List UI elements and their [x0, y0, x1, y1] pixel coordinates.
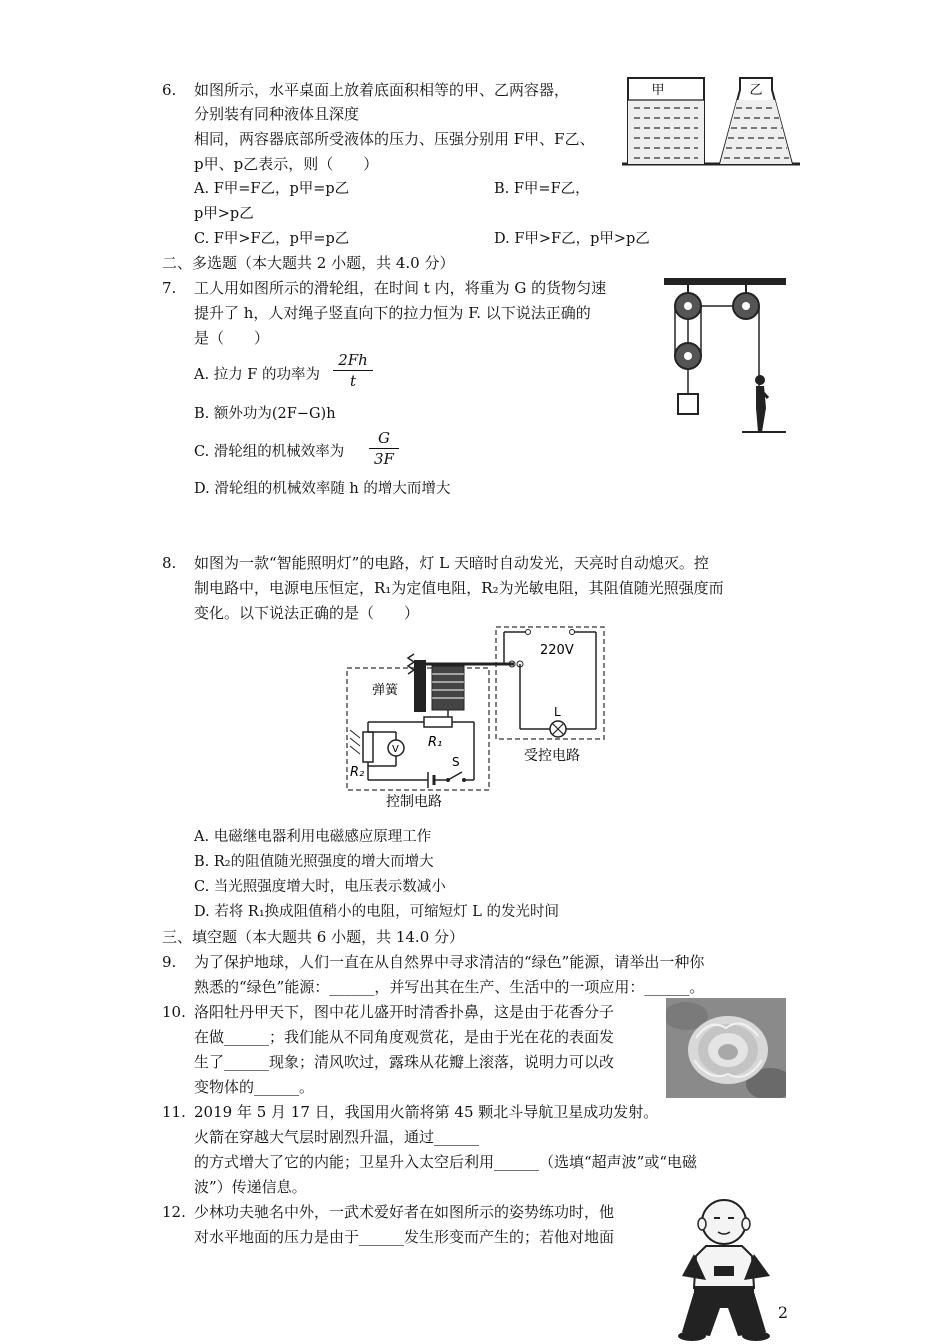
- q8-number: 8.: [162, 554, 177, 572]
- q6-line-4: p甲、p乙表示，则（ ）: [194, 155, 379, 173]
- q8-option-d: D. 若将 R₁换成阻值稍小的电阻，可缩短灯 L 的发光时间: [194, 904, 560, 920]
- q7-option-d: D. 滑轮组的机械效率随 h 的增大而增大: [194, 481, 451, 497]
- q11-number: 11.: [162, 1103, 186, 1121]
- q7-option-c-text: C. 滑轮组的机械效率为: [194, 444, 345, 460]
- supply-voltage-label: 220V: [540, 643, 574, 658]
- q7-line-3: 是（ ）: [194, 329, 270, 347]
- fraction-denominator: t: [349, 372, 357, 390]
- q8-option-a: A. 电磁继电器利用电磁感应原理工作: [194, 829, 432, 845]
- q6-option-b: B. F甲=F乙，: [494, 181, 590, 197]
- containers-figure: [622, 72, 800, 168]
- q7-number: 7.: [162, 279, 177, 297]
- circuit-figure: [344, 624, 608, 814]
- q11-line-3: 的方式增大了它的内能；卫星升入太空后利用______（选填“超声波”或“电磁: [194, 1153, 698, 1171]
- q6-option-c: C. F甲>F乙，p甲=p乙: [194, 231, 350, 247]
- q6-line-3: 相同，两容器底部所受液体的压力、压强分别用 F甲、F乙、: [194, 130, 595, 148]
- q8-line-1: 如图为一款“智能照明灯”的电路，灯 L 天暗时自动发光，天亮时自动熄灭。控: [194, 554, 709, 572]
- fraction-denominator: 3F: [374, 450, 394, 468]
- q11-line-1: 2019 年 5 月 17 日，我国用火箭将第 45 颗北斗导航卫星成功发射。: [194, 1103, 659, 1121]
- q8-option-b: B. R₂的阻值随光照强度的增大而增大: [194, 854, 434, 870]
- q11-line-2: 火箭在穿越大气层时剧烈升温，通过______: [194, 1128, 480, 1146]
- q6-number: 6.: [162, 81, 177, 99]
- control-circuit-label: 控制电路: [386, 794, 442, 810]
- fraction-numerator: 2Fh: [333, 350, 373, 371]
- q8-line-3: 变化。以下说法正确的是（ ）: [194, 604, 420, 622]
- q9-number: 9.: [162, 953, 177, 971]
- spring-label: 弹簧: [372, 683, 399, 698]
- q7-option-a-text: A. 拉力 F 的功率为: [194, 367, 320, 383]
- r2-label: R₂: [350, 765, 365, 780]
- container-jia-label: 甲: [651, 83, 665, 98]
- q6-option-a: A. F甲=F乙，p甲=p乙: [194, 181, 350, 197]
- q7-line-1: 工人用如图所示的滑轮组，在时间 t 内，将重为 G 的货物匀速: [194, 279, 607, 297]
- controlled-circuit-label: 受控电路: [524, 748, 580, 764]
- r1-label: R₁: [428, 735, 443, 750]
- q7-line-2: 提升了 h，人对绳子竖直向下的拉力恒为 F. 以下说法正确的: [194, 304, 591, 322]
- q12-number: 12.: [162, 1203, 186, 1221]
- martial-artist-figure: [676, 1196, 788, 1344]
- q10-line-3: 生了______现象；清风吹过，露珠从花瓣上滚落，说明力可以改: [194, 1053, 615, 1071]
- q12-line-1: 少林功夫驰名中外，一武术爱好者在如图所示的姿势练功时，他: [194, 1203, 615, 1221]
- q9-line-1: 为了保护地球，人们一直在从自然界中寻求清洁的“绿色”能源，请举出一种你: [194, 953, 705, 971]
- q6-line-1: 如图所示，水平桌面上放着底面积相等的甲、乙两容器，: [194, 81, 570, 99]
- q10-line-1: 洛阳牡丹甲天下，图中花儿盛开时清香扑鼻，这是由于花香分子: [194, 1003, 615, 1021]
- section-2-heading: 二、多选题（本大题共 2 小题，共 4.0 分）: [162, 254, 455, 272]
- lamp-label: L: [554, 705, 561, 719]
- q6-option-b-cont: p甲>p乙: [194, 206, 254, 222]
- pulley-figure: [664, 276, 786, 436]
- q10-line-2: 在做______；我们能从不同角度观赏花，是由于光在花的表面发: [194, 1028, 615, 1046]
- container-yi-label: 乙: [749, 83, 763, 98]
- q10-number: 10.: [162, 1003, 186, 1021]
- q6-line-2: 分别装有同种液体且深度: [194, 105, 360, 123]
- q8-option-c: C. 当光照强度增大时，电压表示数减小: [194, 879, 446, 895]
- fraction-numerator: G: [369, 428, 399, 449]
- page-number: 2: [777, 1303, 788, 1322]
- q8-line-2: 制电路中，电源电压恒定，R₁为定值电阻，R₂为光敏电阻，其阻值随光照强度而: [194, 579, 724, 597]
- q7-option-c-fraction: [369, 428, 399, 469]
- q6-option-d: D. F甲>F乙，p甲>p乙: [494, 231, 650, 247]
- peony-photo: [666, 998, 786, 1098]
- q9-line-2: 熟悉的“绿色”能源：______，并写出其在生产、生活中的一项应用：______。: [194, 978, 705, 996]
- q7-option-a-fraction: [333, 350, 373, 391]
- voltmeter-label: V: [392, 744, 399, 755]
- section-3-heading: 三、填空题（本大题共 6 小题，共 14.0 分）: [162, 928, 465, 946]
- q10-line-4: 变物体的______。: [194, 1078, 315, 1096]
- switch-label: S: [452, 755, 460, 769]
- q11-line-4: 波”）传递信息。: [194, 1178, 307, 1196]
- q12-line-2: 对水平地面的压力是由于______发生形变而产生的；若他对地面: [194, 1228, 615, 1246]
- q7-option-b: B. 额外功为(2F−G)h: [194, 406, 336, 422]
